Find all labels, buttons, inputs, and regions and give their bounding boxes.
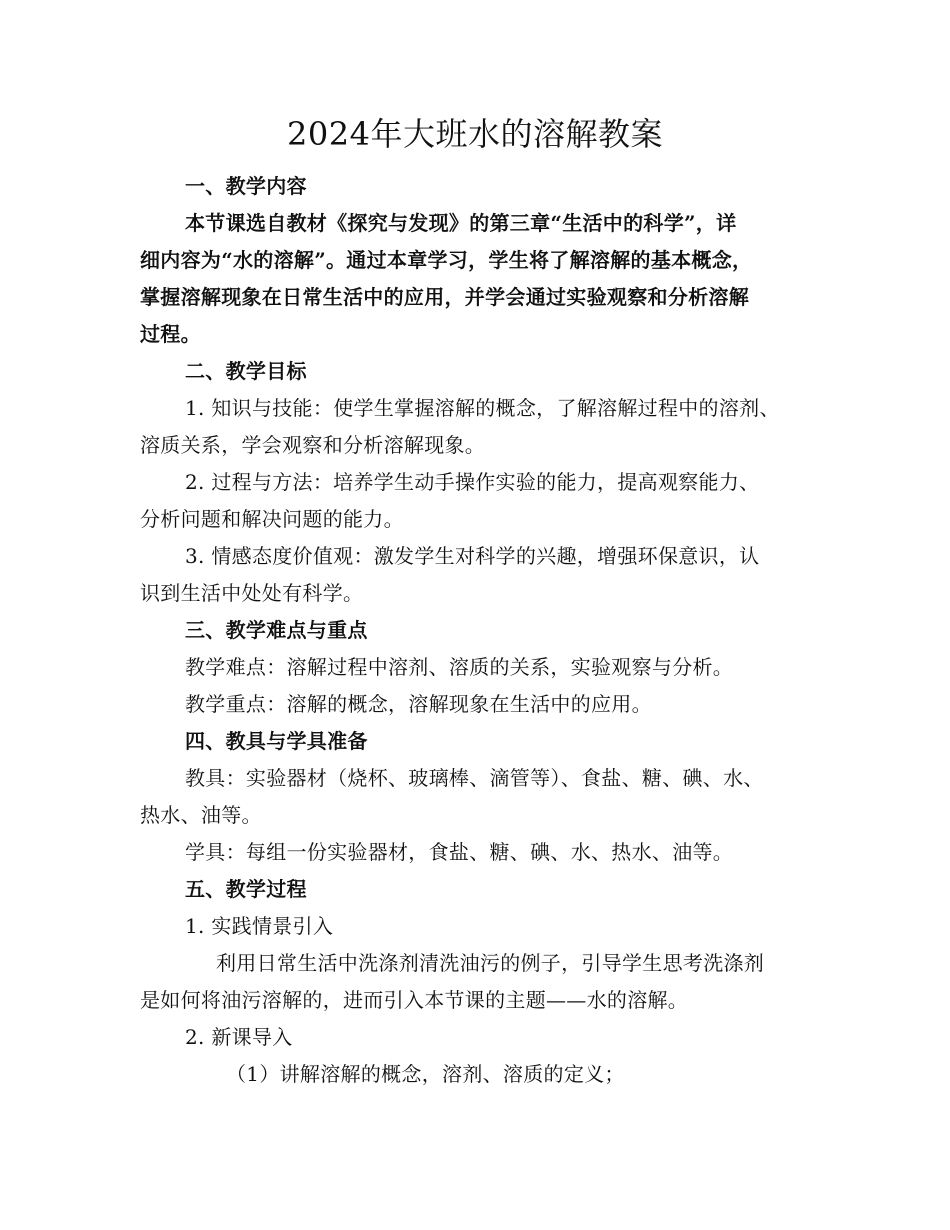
list-item: 1. 知识与技能：使学生掌握溶解的概念，了解溶解过程中的溶剂、 xyxy=(185,396,780,420)
paragraph-line: 过程。 xyxy=(140,322,201,346)
paragraph-line: 学具：每组一份实验器材，食盐、糖、碘、水、热水、油等。 xyxy=(185,840,734,864)
paragraph-line: 识到生活中处处有科学。 xyxy=(140,581,364,605)
paragraph-line: 是如何将油污溶解的，进而引入本节课的主题——水的溶解。 xyxy=(140,988,689,1012)
paragraph-line: 教学难点：溶解过程中溶剂、溶质的关系，实验观察与分析。 xyxy=(185,655,734,679)
list-item: 1. 实践情景引入 xyxy=(185,914,334,938)
paragraph-line: 溶质关系，学会观察和分析溶解现象。 xyxy=(140,433,486,457)
section-heading: 一、教学内容 xyxy=(185,174,307,198)
paragraph-line: 教具：实验器材（烧杯、玻璃棒、滴管等）、食盐、糖、碘、水、 xyxy=(185,766,764,790)
document-title: 2024年大班水的溶解教案 xyxy=(287,115,663,153)
list-item: 3. 情感态度价值观：激发学生对科学的兴趣，增强环保意识，认 xyxy=(185,544,760,568)
paragraph-line: 热水、油等。 xyxy=(140,803,262,827)
document-body xyxy=(140,168,814,1093)
paragraph-line: 利用日常生活中洗涤剂清洗油污的例子，引导学生思考洗涤剂 xyxy=(216,951,765,975)
section-heading: 五、教学过程 xyxy=(185,877,307,901)
list-item: 2. 过程与方法：培养学生动手操作实验的能力，提高观察能力、 xyxy=(185,470,760,494)
paragraph-line: 教学重点：溶解的概念，溶解现象在生活中的应用。 xyxy=(185,692,652,716)
section-heading: 二、教学目标 xyxy=(185,359,307,383)
paragraph-line: 本节课选自教材《探究与发现》的第三章“生活中的科学”，详 xyxy=(185,211,737,235)
section-heading: 四、教具与学具准备 xyxy=(185,729,368,753)
paragraph-line: 细内容为“水的溶解”。通过本章学习，学生将了解溶解的基本概念， xyxy=(140,248,753,272)
section-heading: 三、教学难点与重点 xyxy=(185,618,368,642)
list-item: （1）讲解溶解的概念，溶剂、溶质的定义； xyxy=(226,1062,625,1086)
paragraph-line: 分析问题和解决问题的能力。 xyxy=(140,507,404,531)
paragraph-line: 掌握溶解现象在日常生活中的应用，并学会通过实验观察和分析溶解 xyxy=(140,285,749,309)
list-item: 2. 新课导入 xyxy=(185,1025,293,1049)
